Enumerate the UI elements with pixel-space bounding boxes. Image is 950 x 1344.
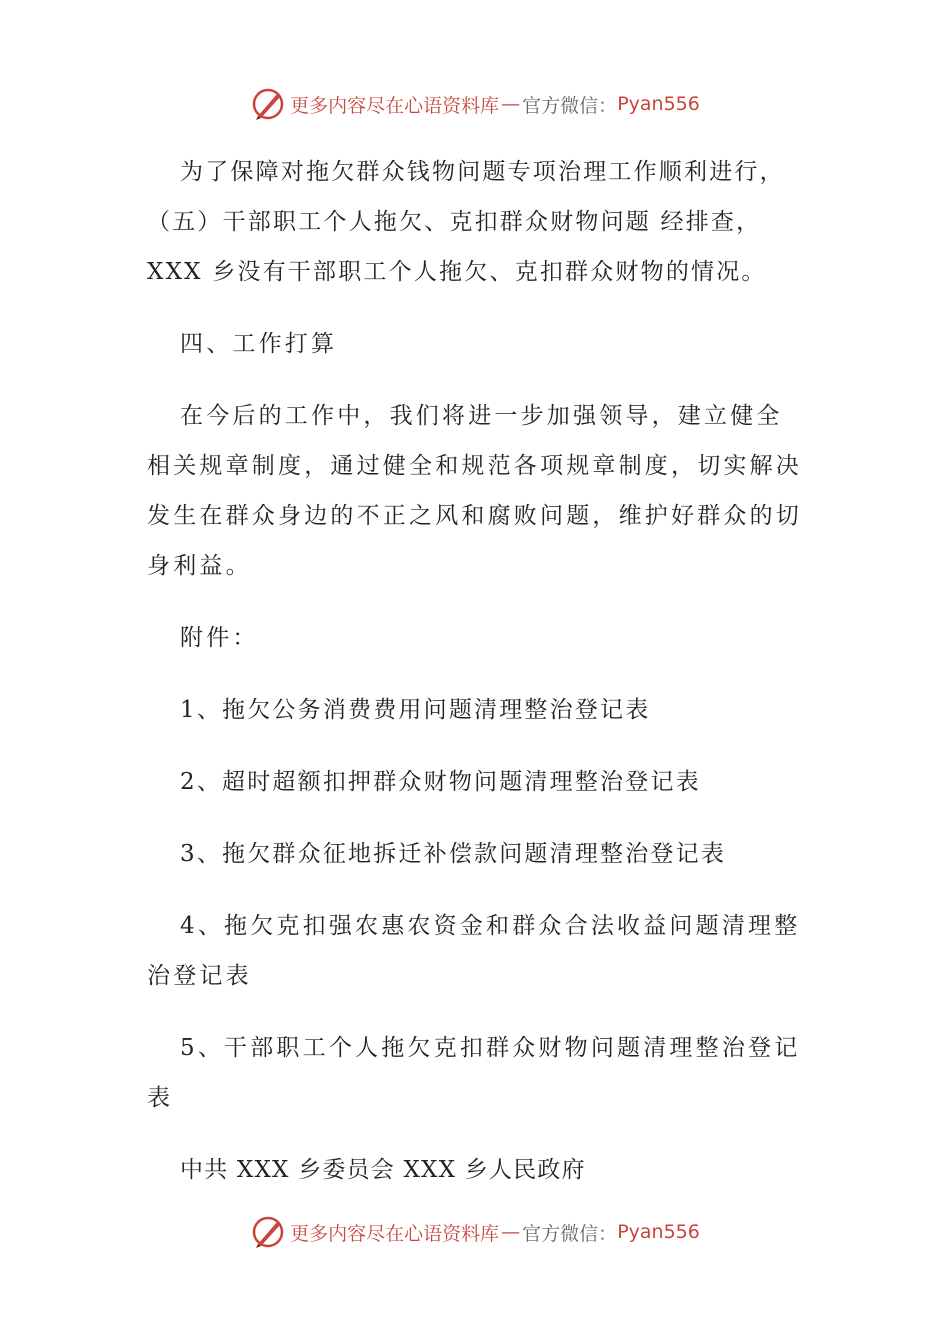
pen-logo-icon <box>250 86 286 122</box>
attachments-label: 附件： <box>180 625 259 651</box>
attachment-item-4: 4、拖欠克扣强农惠农资金和群众合法收益问题清理整治登记表 <box>147 913 801 989</box>
body-paragraph-2: 在今后的工作中，我们将进一步加强领导，建立健全相关规章制度，通过健全和规范各项规章制度，切实解决发生在群众身边的不正之风和腐败问题，维护好群众的切身利益。 <box>147 403 802 579</box>
banner-dash: — <box>501 1221 521 1243</box>
banner-site-text: 更多内容尽在心语资料库 <box>290 94 500 117</box>
banner-site-text: 更多内容尽在心语资料库 <box>290 1222 500 1245</box>
banner-wechat-id: Pyan556 <box>617 1221 700 1243</box>
attachment-item-1: 1、拖欠公务消费费用问题清理整治登记表 <box>180 697 651 723</box>
document-body <box>147 147 807 1195</box>
banner-wechat-label: 官方微信： <box>522 1222 618 1245</box>
attachment-item-5: 5、干部职工个人拖欠克扣群众财物问题清理整治登记表 <box>147 1035 801 1111</box>
attachment-item-3: 3、拖欠群众征地拆迁补偿款问题清理整治登记表 <box>180 841 727 867</box>
footer-watermark-banner <box>0 1212 950 1252</box>
signature-line: 中共 XXX 乡委员会 XXX 乡人民政府 <box>180 1157 586 1183</box>
body-paragraph-1: 为了保障对拖欠群众钱物问题专项治理工作顺利进行，（五）干部职工个人拖欠、克扣群众财物问题 经排查，XXX 乡没有干部职工个人拖欠、克扣群众财物的情况。 <box>147 159 785 285</box>
pen-logo-icon <box>250 1214 286 1250</box>
header-watermark-banner <box>0 84 950 124</box>
banner-wechat-id: Pyan556 <box>617 93 700 115</box>
attachment-item-2: 2、超时超额扣押群众财物问题清理整治登记表 <box>180 769 701 795</box>
banner-wechat-label: 官方微信： <box>522 94 618 117</box>
banner-dash: — <box>501 93 521 115</box>
section-heading: 四、工作打算 <box>180 331 338 357</box>
